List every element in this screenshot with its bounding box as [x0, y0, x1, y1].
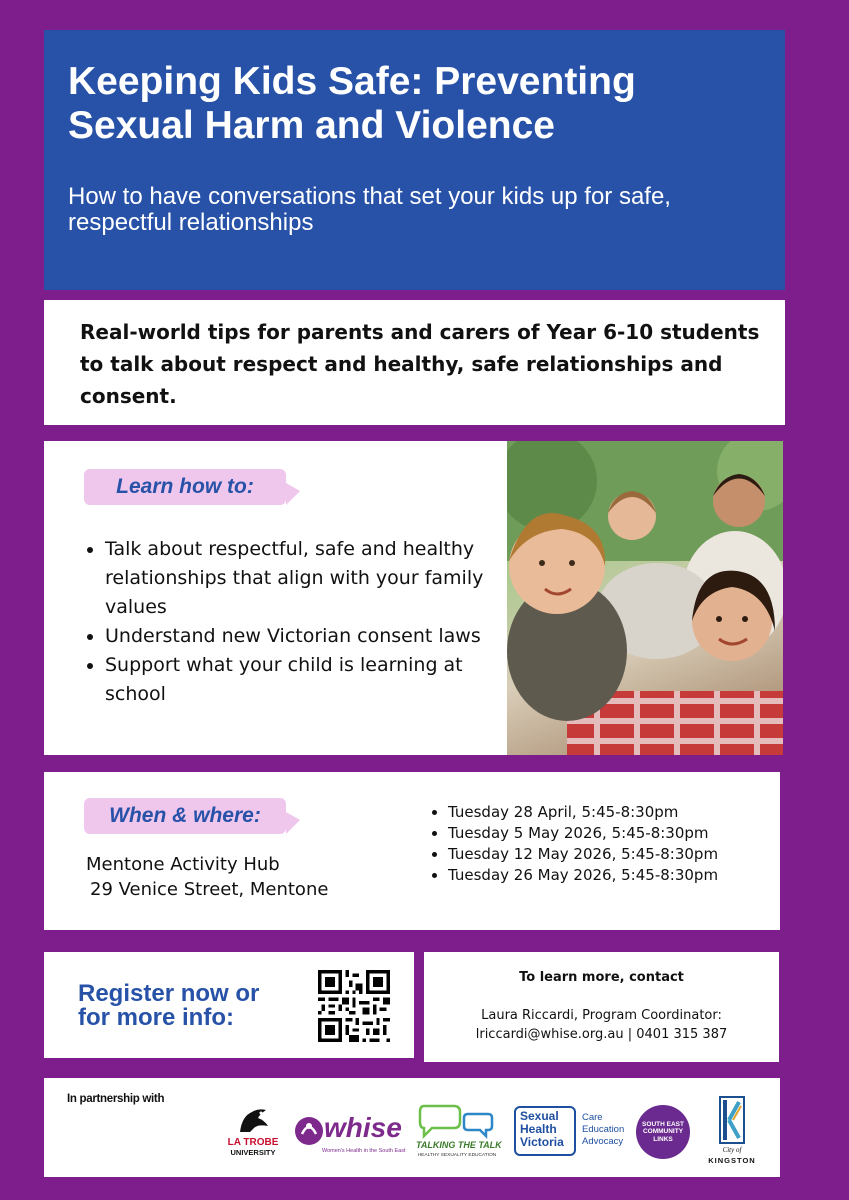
page-title: Keeping Kids Safe: Preventing Sexual Harm and Violence [68, 60, 636, 147]
whise-text: whise [324, 1112, 402, 1143]
list-item: • Tuesday 12 May 2026, 5:45-8:30pm [448, 844, 793, 865]
partners-panel [44, 1078, 780, 1177]
contact-separator: | [627, 1027, 633, 1042]
kingston-text-1: City of [722, 1146, 742, 1154]
list-item: • Tuesday 26 May 2026, 5:45-8:30pm [448, 865, 793, 886]
secl-text-2: COMMUNITY [642, 1128, 684, 1136]
secl-text-3: LINKS [653, 1135, 673, 1143]
shv-side-3: Advocacy [582, 1136, 624, 1147]
latrobe-logo [222, 1106, 284, 1164]
shv-text-1: Sexual [520, 1109, 559, 1123]
partners-label: In partnership with [67, 1093, 165, 1105]
contact-line [424, 1027, 779, 1042]
learn-panel [44, 441, 507, 755]
list-item: • Support what your child is learning at school [105, 651, 505, 709]
speech-bubbles-icon [416, 1102, 498, 1140]
whise-tagline: Women's Health in the South East [322, 1148, 406, 1154]
talking-the-talk-logo [416, 1102, 502, 1166]
kingston-text-2: KINGSTON [708, 1156, 756, 1165]
latrobe-text-2: UNIVERSITY [230, 1148, 276, 1157]
contact-phone[interactable]: 0401 315 387 [636, 1027, 728, 1042]
family-photo-illustration [507, 441, 783, 755]
page-subtitle: How to have conversations that set your kids up for safe, respectful relationships [68, 183, 671, 236]
family-photo [507, 441, 783, 755]
kingston-emblem-icon [719, 1096, 745, 1144]
venue-address: 29 Venice Street, Mentone [90, 879, 329, 900]
kingston-logo [702, 1096, 762, 1170]
list-item: • Talk about respectful, safe and healthy relationships that align with your family values [105, 535, 505, 622]
secl-text-1: SOUTH EAST [642, 1120, 684, 1128]
header-banner [44, 30, 785, 290]
qr-code[interactable] [318, 970, 390, 1042]
contact-heading: To learn more, contact [519, 970, 684, 985]
when-where-heading: When & where: [109, 804, 261, 827]
shv-text-2: Health [520, 1122, 557, 1136]
when-where-panel [44, 772, 780, 930]
list-item: • Understand new Victorian consent laws [105, 622, 505, 651]
shv-side-1: Care [582, 1112, 603, 1123]
shv-text-3: Victoria [520, 1135, 564, 1149]
learn-callout [84, 469, 286, 505]
register-line-1: Register now or [78, 980, 260, 1007]
venue-name: Mentone Activity Hub [86, 854, 280, 875]
list-item: • Tuesday 28 April, 5:45-8:30pm [448, 802, 793, 823]
latrobe-bird-icon [236, 1106, 270, 1134]
shv-side [582, 1112, 624, 1148]
ttt-text: TALKING THE TALK [416, 1140, 502, 1150]
secl-logo [636, 1105, 690, 1159]
when-where-callout [84, 798, 286, 834]
contact-panel [424, 952, 779, 1062]
whise-logo [294, 1110, 406, 1160]
ttt-tagline: HEALTHY SEXUALITY EDUCATION [417, 1153, 497, 1158]
session-list [424, 802, 793, 886]
shv-side-2: Education [582, 1124, 625, 1135]
contact-email[interactable]: lriccardi@whise.org.au [475, 1027, 624, 1042]
contact-name: Laura Riccardi, Program Coordinator: [481, 1008, 722, 1023]
list-item: • Tuesday 5 May 2026, 5:45-8:30pm [448, 823, 793, 844]
learn-heading: Learn how to: [116, 475, 254, 498]
shv-box [514, 1106, 576, 1156]
register-line-2: for more info: [78, 1004, 234, 1031]
intro-panel [44, 300, 785, 425]
learn-list [81, 535, 505, 709]
latrobe-text-1: LA TROBE [227, 1137, 279, 1148]
whise-swirl-icon [294, 1116, 324, 1146]
register-text[interactable] [78, 982, 259, 1030]
intro-text: Real-world tips for parents and carers of Year 6-10 students to talk about respect and healthy, safe relationships and consent. [80, 320, 760, 408]
shv-logo [514, 1106, 634, 1166]
